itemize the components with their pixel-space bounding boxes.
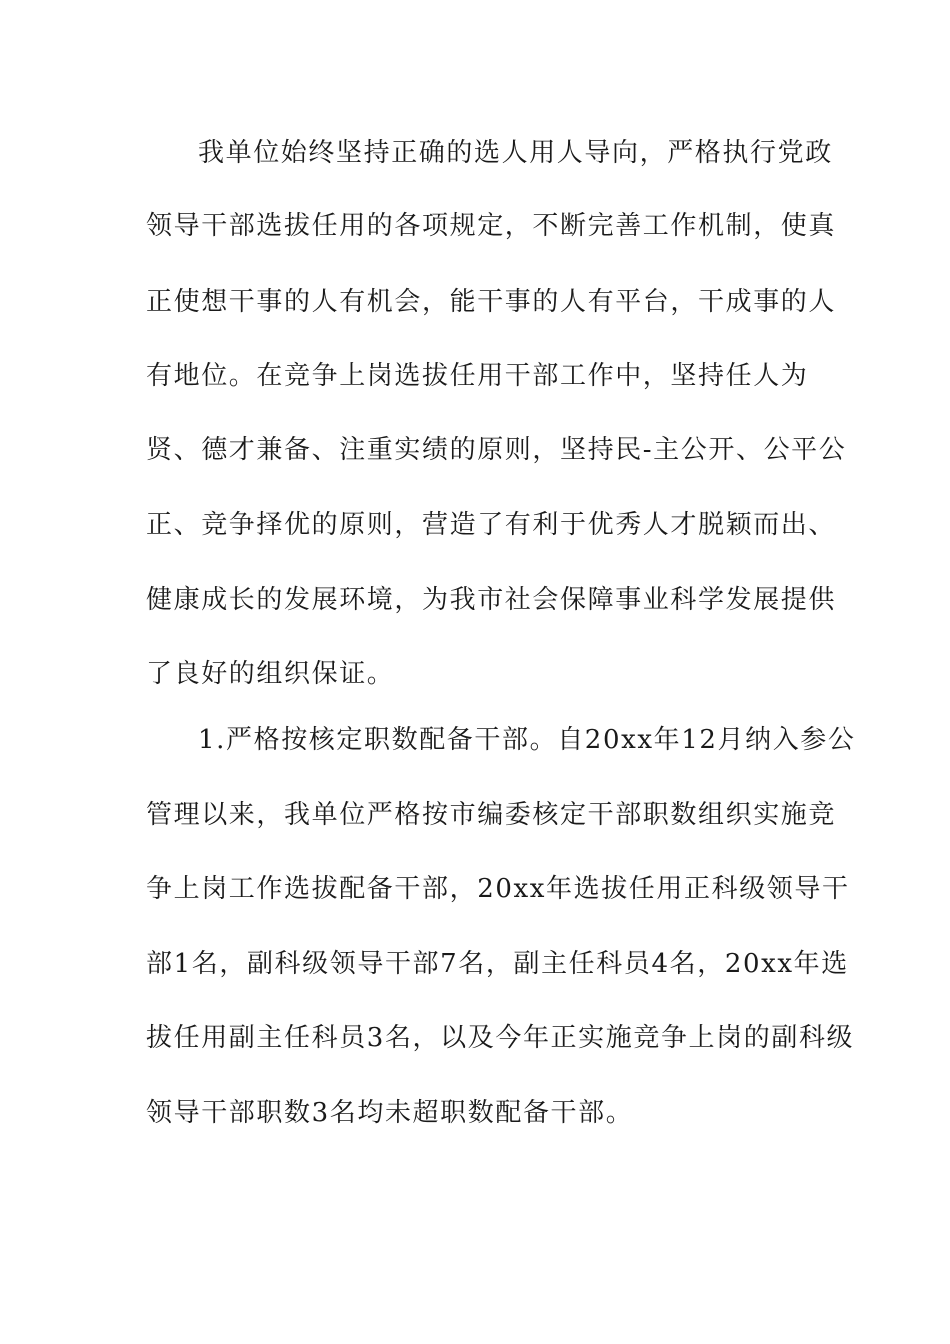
paragraph-1-line-6: 正、竞争择优的原则，营造了有利于优秀人才脱颖而出、 — [146, 510, 837, 540]
paragraph-2-line-2: 管理以来，我单位严格按市编委核定干部职数组织实施竞 — [146, 800, 837, 830]
paragraph-1-line-3: 正使想干事的人有机会，能干事的人有平台，干成事的人 — [146, 287, 837, 317]
paragraph-1-line-2: 领导干部选拔任用的各项规定，不断完善工作机制，使真 — [146, 211, 837, 241]
paragraph-2-line-6: 领导干部职数3名均未超职数配备干部。 — [146, 1098, 634, 1128]
paragraph-1-line-8: 了良好的组织保证。 — [146, 659, 395, 689]
paragraph-2-line-4: 部1名，副科级领导干部7名，副主任科员4名，20xx年选 — [146, 949, 849, 979]
paragraph-2-line-3: 争上岗工作选拔配备干部，20xx年选拔任用正科级领导干 — [146, 874, 850, 904]
paragraph-2-line-5: 拔任用副主任科员3名，以及今年正实施竞争上岗的副科级 — [146, 1023, 855, 1053]
paragraph-1-line-4: 有地位。在竞争上岗选拔任用干部工作中，坚持任人为 — [146, 361, 809, 391]
paragraph-1-line-7: 健康成长的发展环境，为我市社会保障事业科学发展提供 — [146, 585, 837, 615]
paragraph-2-line-1: 1.严格按核定职数配备干部。自20xx年12月纳入参公 — [198, 725, 856, 755]
paragraph-1-line-5: 贤、德才兼备、注重实绩的原则，坚持民-主公开、公平公 — [146, 435, 847, 465]
paragraph-1-line-1: 我单位始终坚持正确的选人用人导向，严格执行党政 — [198, 138, 833, 168]
